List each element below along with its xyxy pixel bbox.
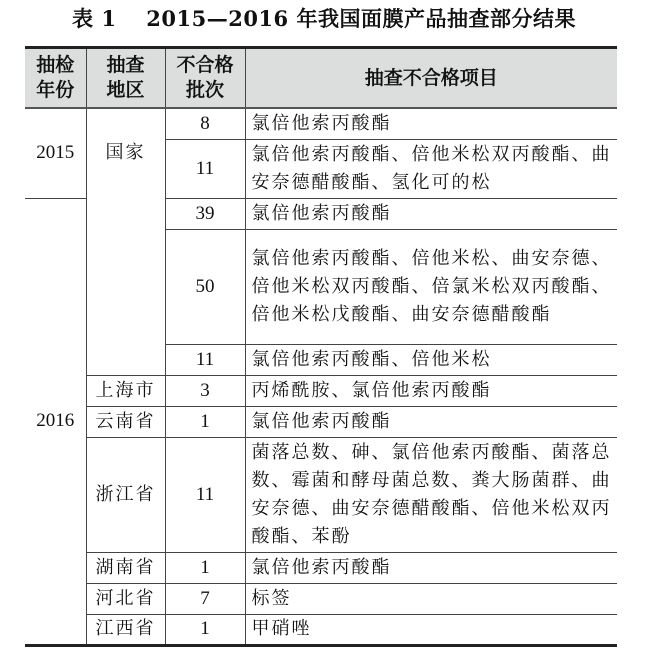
items-cell: 标签 xyxy=(245,583,617,614)
batch-cell: 11 xyxy=(165,344,245,375)
items-cell: 氯倍他索丙酸酯 xyxy=(245,108,617,139)
caption-number: 1 xyxy=(101,6,117,31)
batch-cell: 11 xyxy=(165,139,245,198)
header-items: 抽查不合格项目 xyxy=(245,48,617,109)
table-row xyxy=(25,614,617,645)
batch-cell: 8 xyxy=(165,108,245,139)
batch-cell: 11 xyxy=(165,437,245,552)
items-cell: 氯倍他索丙酸酯 xyxy=(245,406,617,437)
region-cell: 国家 xyxy=(86,108,165,375)
header-row xyxy=(25,48,617,109)
batch-cell: 1 xyxy=(165,552,245,583)
region-cell: 河北省 xyxy=(86,583,165,614)
region-cell: 江西省 xyxy=(86,614,165,645)
batch-cell: 3 xyxy=(165,375,245,406)
items-cell: 氯倍他索丙酸酯、倍他米松 xyxy=(245,344,617,375)
caption-text: 年我国面膜产品抽查部分结果 xyxy=(296,7,576,31)
table-row xyxy=(25,108,617,139)
items-cell: 氯倍他索丙酸酯 xyxy=(245,198,617,229)
header-year xyxy=(25,48,86,109)
items-cell: 丙烯酰胺、氯倍他索丙酸酯 xyxy=(245,375,617,406)
header-region xyxy=(86,48,165,109)
table-row xyxy=(25,406,617,437)
batch-cell: 1 xyxy=(165,406,245,437)
header-year-line2: 年份 xyxy=(36,79,75,101)
region-cell: 湖南省 xyxy=(86,552,165,583)
batch-cell: 7 xyxy=(165,583,245,614)
region-cell: 云南省 xyxy=(86,406,165,437)
header-batches-line2: 批次 xyxy=(185,79,224,101)
header-region-line2: 地区 xyxy=(106,79,145,101)
results-table xyxy=(25,46,617,647)
header-batches-line1: 不合格 xyxy=(176,54,234,76)
table-row xyxy=(25,552,617,583)
year-cell: 2015 xyxy=(25,108,86,198)
items-cell: 菌落总数、砷、氯倍他索丙酸酯、菌落总数、霉菌和酵母菌总数、粪大肠菌群、曲安奈德、曲安奈德醋酸酯、倍他米松双丙酸酯、苯酚 xyxy=(245,437,617,552)
caption-prefix: 表 xyxy=(72,7,94,31)
batch-cell: 39 xyxy=(165,198,245,229)
batch-cell: 1 xyxy=(165,614,245,645)
header-batches xyxy=(165,48,245,109)
table-caption xyxy=(0,4,648,34)
table-row xyxy=(25,583,617,614)
caption-years: 2015—2016 xyxy=(146,6,289,31)
table-row xyxy=(25,375,617,406)
header-region-line1: 抽查 xyxy=(106,54,145,76)
region-cell: 浙江省 xyxy=(86,437,165,552)
items-cell: 氯倍他索丙酸酯 xyxy=(245,552,617,583)
table-row xyxy=(25,437,617,552)
year-cell: 2016 xyxy=(25,198,86,645)
batch-cell: 50 xyxy=(165,229,245,344)
region-cell: 上海市 xyxy=(86,375,165,406)
items-cell: 甲硝唑 xyxy=(245,614,617,645)
items-cell: 氯倍他索丙酸酯、倍他米松双丙酸酯、曲安奈德醋酸酯、氢化可的松 xyxy=(245,139,617,198)
header-year-line1: 抽检 xyxy=(36,54,75,76)
items-cell: 氯倍他索丙酸酯、倍他米松、曲安奈德、倍他米松双丙酸酯、倍氯米松双丙酸酯、倍他米松戊酸酯、曲安奈德醋酸酯 xyxy=(245,229,617,344)
